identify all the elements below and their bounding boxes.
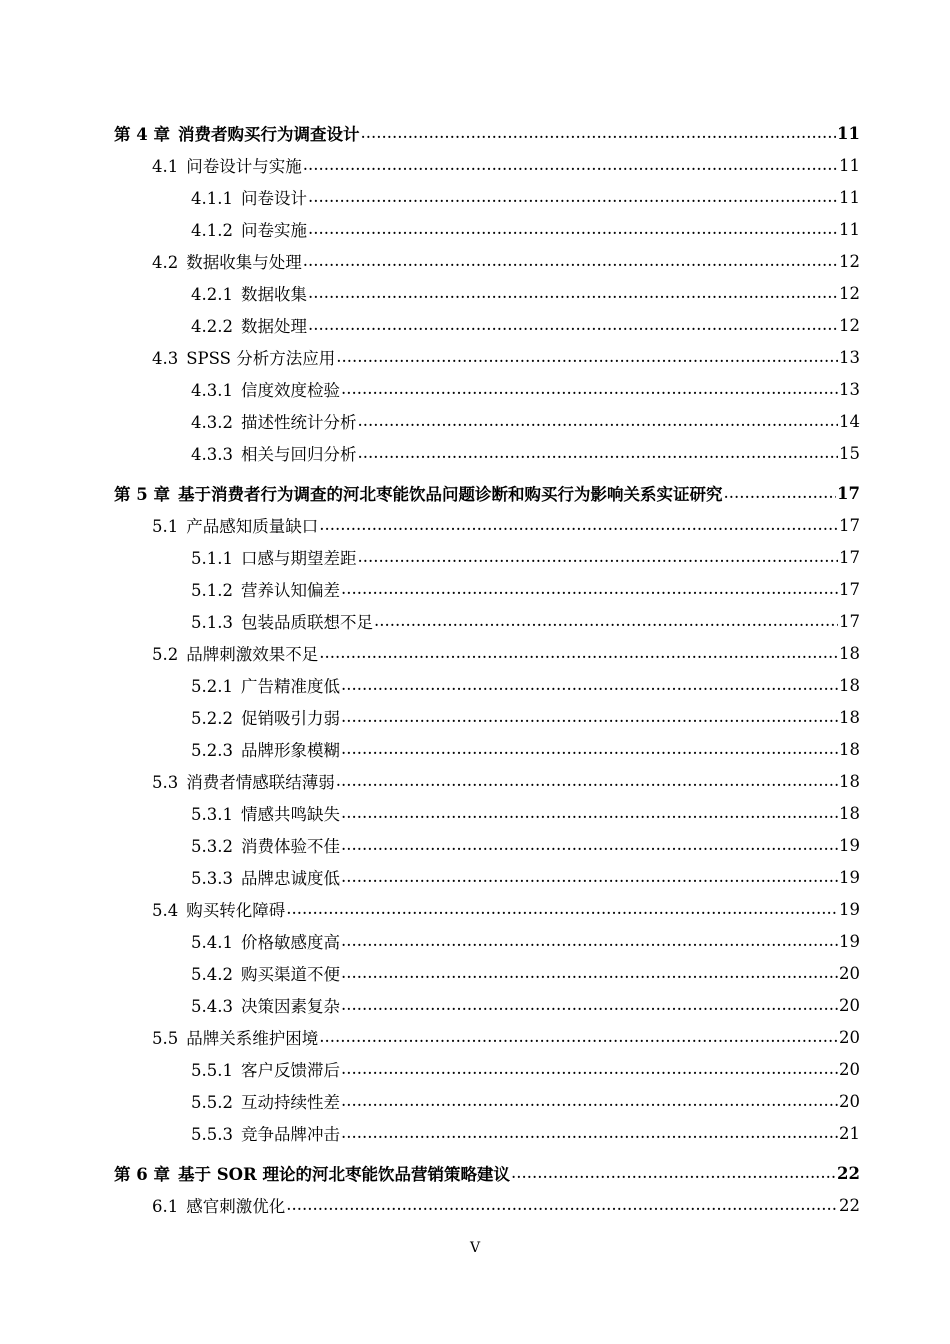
toc-entry-number: 5.4.3 [191, 997, 233, 1016]
toc-subsection-entry[interactable] [0, 277, 950, 309]
toc-entry-text: 产品感知质量缺口 [186, 517, 319, 536]
toc-entry-title [152, 153, 303, 177]
toc-entry-page: 20 [839, 1059, 860, 1079]
toc-subsection-entry[interactable] [0, 181, 950, 213]
toc-dot-leader [341, 379, 838, 399]
toc-entry-page: 18 [839, 803, 860, 823]
toc-entry-title [191, 217, 308, 241]
toc-entry-text: 价格敏感度高 [240, 933, 340, 952]
toc-entry-title [191, 801, 341, 825]
toc-entry-title [191, 929, 341, 953]
toc-entry-title [191, 737, 341, 761]
toc-dot-leader [511, 1163, 836, 1183]
toc-entry-page: 20 [839, 963, 860, 983]
toc-entry-page: 11 [839, 187, 860, 207]
toc-entry-page: 17 [837, 483, 860, 503]
toc-dot-leader [341, 707, 838, 727]
toc-entry-title [191, 377, 341, 401]
toc-section-entry[interactable] [0, 509, 950, 541]
toc-dot-leader [319, 1027, 838, 1047]
toc-entry-text: 客户反馈滞后 [240, 1061, 340, 1080]
toc-entry-title [191, 1121, 341, 1145]
toc-entry-number: 5.3 [152, 773, 179, 792]
toc-entry-title [191, 673, 341, 697]
toc-entry-number: 5.2.2 [191, 709, 233, 728]
toc-dot-leader [341, 835, 838, 855]
toc-entry-page: 11 [839, 219, 860, 239]
toc-section-entry[interactable] [0, 1189, 950, 1221]
toc-entry-number: 5.5.3 [191, 1125, 233, 1144]
toc-dot-leader [308, 219, 838, 239]
toc-dot-leader [319, 643, 838, 663]
toc-entry-title [152, 345, 336, 369]
toc-dot-leader [723, 483, 836, 503]
toc-entry-page: 17 [839, 579, 860, 599]
toc-dot-leader [286, 899, 838, 919]
toc-entry-text: 信度效度检验 [240, 381, 340, 400]
toc-entry-page: 11 [839, 155, 860, 175]
toc-dot-leader [341, 931, 838, 951]
toc-section-entry[interactable] [0, 893, 950, 925]
page-number: V [469, 1240, 481, 1256]
toc-dot-leader [341, 1091, 838, 1111]
toc-dot-leader [341, 1123, 838, 1143]
toc-entry-page: 19 [839, 835, 860, 855]
toc-entry-number: 5.2.3 [191, 741, 233, 760]
toc-entry-page: 11 [837, 123, 860, 143]
toc-section-entry[interactable] [0, 637, 950, 669]
toc-entry-page: 22 [839, 1195, 860, 1215]
toc-entry-page: 18 [839, 771, 860, 791]
toc-entry-text: 基于消费者行为调查的河北枣能饮品问题诊断和购买行为影响关系实证研究 [177, 485, 723, 504]
toc-entry-number: 4.1.2 [191, 221, 233, 240]
toc-dot-leader [319, 515, 838, 535]
toc-entry-page: 18 [839, 739, 860, 759]
toc-entry-page: 18 [839, 643, 860, 663]
toc-dot-leader [336, 347, 838, 367]
toc-entry-number: 4.3 [152, 349, 179, 368]
toc-dot-leader [341, 867, 838, 887]
toc-entry-text: 感官刺激优化 [186, 1197, 286, 1216]
toc-dot-leader [341, 739, 838, 759]
toc-subsection-entry[interactable] [0, 309, 950, 341]
toc-entry-text: 购买渠道不便 [240, 965, 340, 984]
toc-entry-title [191, 577, 341, 601]
toc-entry-text: 购买转化障碍 [186, 901, 286, 920]
toc-dot-leader [357, 547, 838, 567]
toc-entry-number: 5.2.1 [191, 677, 233, 696]
toc-section-entry[interactable] [0, 245, 950, 277]
toc-subsection-entry[interactable] [0, 925, 950, 957]
toc-dot-leader [286, 1195, 838, 1215]
toc-entry-number: 第 5 章 [114, 485, 170, 504]
toc-dot-leader [308, 315, 838, 335]
toc-entry-text: 口感与期望差距 [240, 549, 357, 568]
toc-entry-page: 14 [839, 411, 860, 431]
toc-entry-number: 5.5.1 [191, 1061, 233, 1080]
toc-entry-page: 20 [839, 995, 860, 1015]
toc-entry-page: 12 [839, 251, 860, 271]
toc-entry-text: 描述性统计分析 [240, 413, 357, 432]
toc-entry-page: 17 [839, 515, 860, 535]
toc-entry-number: 5.3.1 [191, 805, 233, 824]
toc-entry-number: 5.1.1 [191, 549, 233, 568]
toc-subsection-entry[interactable] [0, 437, 950, 469]
toc-entry-number: 4.2.2 [191, 317, 233, 336]
toc-entry-text: 情感共鸣缺失 [240, 805, 340, 824]
toc-subsection-entry[interactable] [0, 373, 950, 405]
toc-entry-text: SPSS 分析方法应用 [186, 349, 336, 368]
toc-entry-text: 消费体验不佳 [240, 837, 340, 856]
toc-entry-number: 5.5 [152, 1029, 179, 1048]
toc-entry-title [191, 961, 341, 985]
toc-subsection-entry[interactable] [0, 573, 950, 605]
toc-dot-leader [308, 283, 838, 303]
toc-entry-text: 品牌忠诚度低 [240, 869, 340, 888]
toc-entry-number: 5.1.2 [191, 581, 233, 600]
toc-dot-leader [341, 675, 838, 695]
toc-chapter-entry[interactable] [0, 117, 950, 149]
toc-entry-page: 12 [839, 315, 860, 335]
toc-subsection-entry[interactable] [0, 605, 950, 637]
toc-entry-number: 5.1.3 [191, 613, 233, 632]
toc-entry-title [191, 313, 308, 337]
toc-subsection-entry[interactable] [0, 701, 950, 733]
toc-dot-leader [360, 123, 836, 143]
toc-entry-page: 17 [839, 547, 860, 567]
toc-entry-number: 5.3.2 [191, 837, 233, 856]
toc-subsection-entry[interactable] [0, 541, 950, 573]
toc-entry-text: 品牌形象模糊 [240, 741, 340, 760]
toc-entry-number: 4.2.1 [191, 285, 233, 304]
toc-entry-title [191, 441, 357, 465]
toc-entry-title [191, 1057, 341, 1081]
toc-entry-page: 18 [839, 707, 860, 727]
toc-entry-number: 4.3.2 [191, 413, 233, 432]
toc-entry-number: 5.5.2 [191, 1093, 233, 1112]
toc-entry-page: 22 [837, 1163, 860, 1183]
toc-entry-page: 21 [839, 1123, 860, 1143]
toc-dot-leader [341, 963, 838, 983]
toc-entry-number: 4.3.1 [191, 381, 233, 400]
toc-entry-text: 问卷实施 [240, 221, 307, 240]
toc-entry-title [191, 185, 308, 209]
toc-subsection-entry[interactable] [0, 861, 950, 893]
toc-entry-text: 包装品质联想不足 [240, 613, 373, 632]
toc-entry-title [152, 513, 319, 537]
toc-entry-page: 15 [839, 443, 860, 463]
toc-subsection-entry[interactable] [0, 797, 950, 829]
toc-entry-text: 消费者情感联结薄弱 [186, 773, 335, 792]
toc-subsection-entry[interactable] [0, 669, 950, 701]
toc-entry-number: 第 6 章 [114, 1165, 170, 1184]
table-of-contents [0, 117, 950, 1221]
toc-entry-title [114, 1161, 511, 1185]
toc-entry-page: 12 [839, 283, 860, 303]
toc-dot-leader [336, 771, 838, 791]
toc-entry-text: 相关与回归分析 [240, 445, 357, 464]
toc-entry-title [191, 609, 374, 633]
toc-entry-page: 19 [839, 867, 860, 887]
toc-entry-number: 5.4.1 [191, 933, 233, 952]
toc-entry-title [191, 409, 357, 433]
toc-dot-leader [357, 411, 838, 431]
toc-entry-number: 第 4 章 [114, 125, 170, 144]
toc-entry-title [152, 249, 303, 273]
toc-entry-number: 4.3.3 [191, 445, 233, 464]
toc-section-entry[interactable] [0, 149, 950, 181]
toc-chapter-entry[interactable] [0, 477, 950, 509]
toc-entry-title [152, 1193, 286, 1217]
toc-entry-number: 5.3.3 [191, 869, 233, 888]
toc-entry-page: 19 [839, 931, 860, 951]
toc-entry-number: 5.1 [152, 517, 179, 536]
toc-entry-text: 基于 SOR 理论的河北枣能饮品营销策略建议 [177, 1165, 510, 1184]
toc-entry-title [191, 281, 308, 305]
toc-subsection-entry[interactable] [0, 213, 950, 245]
toc-dot-leader [341, 1059, 838, 1079]
toc-entry-text: 营养认知偏差 [240, 581, 340, 600]
toc-entry-title [191, 865, 341, 889]
toc-entry-title [191, 545, 357, 569]
toc-entry-number: 4.1.1 [191, 189, 233, 208]
toc-subsection-entry[interactable] [0, 1085, 950, 1117]
toc-entry-text: 品牌刺激效果不足 [186, 645, 319, 664]
toc-subsection-entry[interactable] [0, 957, 950, 989]
toc-entry-title [152, 769, 336, 793]
chapter-gap [0, 1149, 950, 1157]
toc-entry-number: 5.2 [152, 645, 179, 664]
toc-dot-leader [303, 155, 838, 175]
toc-entry-title [152, 897, 286, 921]
toc-dot-leader [341, 803, 838, 823]
toc-chapter-entry[interactable] [0, 1157, 950, 1189]
toc-subsection-entry[interactable] [0, 1053, 950, 1085]
toc-entry-number: 6.1 [152, 1197, 179, 1216]
toc-entry-title [114, 481, 723, 505]
toc-entry-number: 5.4 [152, 901, 179, 920]
toc-entry-text: 品牌关系维护困境 [186, 1029, 319, 1048]
toc-entry-title [191, 993, 341, 1017]
toc-entry-page: 20 [839, 1027, 860, 1047]
toc-entry-text: 互动持续性差 [240, 1093, 340, 1112]
toc-dot-leader [357, 443, 838, 463]
toc-subsection-entry[interactable] [0, 733, 950, 765]
toc-entry-number: 4.1 [152, 157, 179, 176]
toc-entry-text: 数据收集与处理 [186, 253, 302, 272]
toc-entry-page: 20 [839, 1091, 860, 1111]
toc-entry-title [114, 121, 360, 145]
toc-entry-number: 5.4.2 [191, 965, 233, 984]
toc-entry-text: 数据处理 [240, 317, 307, 336]
toc-entry-text: 数据收集 [240, 285, 307, 304]
toc-subsection-entry[interactable] [0, 405, 950, 437]
toc-entry-title [191, 1089, 341, 1113]
toc-entry-page: 13 [839, 379, 860, 399]
toc-section-entry[interactable] [0, 765, 950, 797]
toc-entry-title [191, 833, 341, 857]
toc-section-entry[interactable] [0, 1021, 950, 1053]
toc-entry-page: 17 [839, 611, 860, 631]
toc-entry-title [191, 705, 341, 729]
toc-entry-page: 18 [839, 675, 860, 695]
toc-subsection-entry[interactable] [0, 1117, 950, 1149]
toc-section-entry[interactable] [0, 341, 950, 373]
toc-entry-text: 广告精准度低 [240, 677, 340, 696]
toc-dot-leader [303, 251, 838, 271]
toc-entry-text: 促销吸引力弱 [240, 709, 340, 728]
toc-subsection-entry[interactable] [0, 989, 950, 1021]
chapter-gap [0, 469, 950, 477]
toc-dot-leader [374, 611, 838, 631]
toc-entry-text: 问卷设计与实施 [186, 157, 302, 176]
toc-entry-text: 竞争品牌冲击 [240, 1125, 340, 1144]
toc-entry-title [152, 641, 319, 665]
toc-entry-number: 4.2 [152, 253, 179, 272]
toc-dot-leader [341, 995, 838, 1015]
toc-subsection-entry[interactable] [0, 829, 950, 861]
toc-entry-text: 问卷设计 [240, 189, 307, 208]
toc-entry-page: 19 [839, 899, 860, 919]
toc-entry-page: 13 [839, 347, 860, 367]
toc-entry-text: 消费者购买行为调查设计 [177, 125, 360, 144]
toc-entry-text: 决策因素复杂 [240, 997, 340, 1016]
toc-dot-leader [308, 187, 838, 207]
toc-dot-leader [341, 579, 838, 599]
toc-entry-title [152, 1025, 319, 1049]
